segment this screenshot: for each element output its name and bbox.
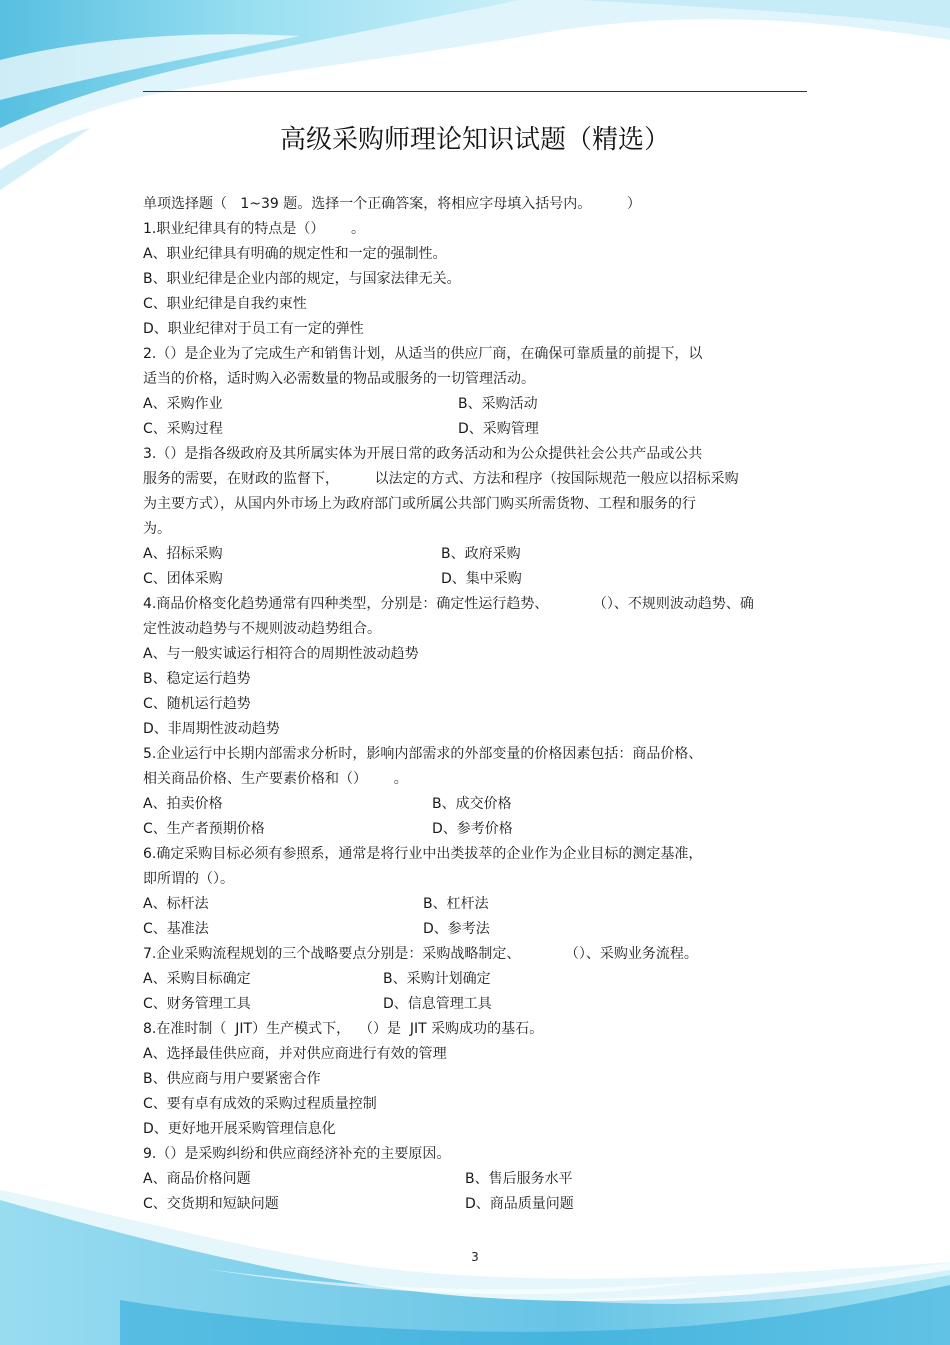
question-block <box>143 1143 803 1216</box>
option-item: B、稳定运行趋势 <box>143 671 251 687</box>
option-item: C、要有卓有成效的采购过程质量控制 <box>143 1096 377 1112</box>
option-item: D、职业纪律对于员工有一定的弹性 <box>143 321 364 337</box>
option-row <box>143 1168 803 1191</box>
question-block <box>143 943 803 1016</box>
section-intro: 单项选择题（ 1~39 题。选择一个正确答案，将相应字母填入括号内。 ） <box>143 196 641 212</box>
option-item: C、随机运行趋势 <box>143 696 251 712</box>
question-stem-line: 适当的价格，适时购入必需数量的物品或服务的一切管理活动。 <box>143 371 535 387</box>
question-content <box>143 193 803 1218</box>
question-stem-line: 1.职业纪律具有的特点是（） 。 <box>143 221 366 237</box>
question-stem-line: 定性波动趋势与不规则波动趋势组合。 <box>143 621 381 637</box>
question-block <box>143 843 803 941</box>
option-item: B、采购计划确定 <box>383 971 491 987</box>
option-item: B、供应商与用户要紧密合作 <box>143 1071 321 1087</box>
question-block <box>143 743 803 841</box>
question-stem-line: 6.确定采购目标必须有参照系，通常是将行业中出类拔萃的企业作为企业目标的测定基准， <box>143 846 703 862</box>
option-row <box>143 393 803 416</box>
option-item: A、拍卖价格 <box>143 796 223 812</box>
option-item: A、与一般实诚运行相符合的周期性波动趋势 <box>143 646 419 662</box>
page-number: 3 <box>471 1250 479 1264</box>
option-item: D、集中采购 <box>441 571 522 587</box>
option-item: A、标杆法 <box>143 896 209 912</box>
question-stem-line: 4.商品价格变化趋势通常有四种类型，分别是：确定性运行趋势、 （）、不规则波动趋势、确 <box>143 596 754 612</box>
option-item: B、职业纪律是企业内部的规定，与国家法律无关。 <box>143 271 461 287</box>
option-item: C、财务管理工具 <box>143 996 251 1012</box>
option-item: D、参考法 <box>423 921 490 937</box>
option-item: D、信息管理工具 <box>383 996 492 1012</box>
option-row <box>143 418 803 441</box>
question-stem-line: 7.企业采购流程规划的三个战略要点分别是：采购战略制定、 （）、采购业务流程。 <box>143 946 698 962</box>
option-item: D、非周期性波动趋势 <box>143 721 280 737</box>
question-list <box>143 218 803 1216</box>
option-item: B、杠杆法 <box>423 896 489 912</box>
question-stem-line: 相关商品价格、生产要素价格和（） 。 <box>143 771 408 787</box>
option-item: A、招标采购 <box>143 546 223 562</box>
option-row <box>143 993 803 1016</box>
option-item: C、职业纪律是自我约束性 <box>143 296 307 312</box>
option-item: C、团体采购 <box>143 571 223 587</box>
option-item: D、商品质量问题 <box>465 1196 574 1212</box>
option-item: C、交货期和短缺问题 <box>143 1196 279 1212</box>
question-block <box>143 1018 803 1141</box>
question-stem-line: 9.（）是采购纠纷和供应商经济补充的主要原因。 <box>143 1146 451 1162</box>
option-row <box>143 918 803 941</box>
option-item: A、采购目标确定 <box>143 971 251 987</box>
question-stem-line: 为主要方式），从国内外市场上为政府部门或所属公共部门购买所需货物、工程和服务的行 <box>143 496 696 512</box>
option-row <box>143 968 803 991</box>
question-block <box>143 218 803 341</box>
question-block <box>143 343 803 441</box>
option-item: A、商品价格问题 <box>143 1171 251 1187</box>
option-row <box>143 818 803 841</box>
option-item: A、选择最佳供应商，并对供应商进行有效的管理 <box>143 1046 447 1062</box>
question-block <box>143 593 803 741</box>
option-item: B、成交价格 <box>432 796 512 812</box>
question-stem-line: 即所谓的（）。 <box>143 871 234 887</box>
option-item: B、采购活动 <box>458 396 538 412</box>
option-item: D、更好地开展采购管理信息化 <box>143 1121 336 1137</box>
option-item: C、基准法 <box>143 921 209 937</box>
option-item: A、职业纪律具有明确的规定性和一定的强制性。 <box>143 246 447 262</box>
question-stem-line: 3.（）是指各级政府及其所属实体为开展日常的政务活动和为公众提供社会公共产品或公共 <box>143 446 703 462</box>
option-row <box>143 568 803 591</box>
option-item: D、参考价格 <box>432 821 513 837</box>
page-title: 高级采购师理论知识试题（精选） <box>279 125 670 155</box>
option-row <box>143 1193 803 1216</box>
option-row <box>143 893 803 916</box>
option-item: C、生产者预期价格 <box>143 821 265 837</box>
header-rule <box>143 91 807 92</box>
question-block <box>143 443 803 591</box>
option-item: B、售后服务水平 <box>465 1171 573 1187</box>
option-item: A、采购作业 <box>143 396 223 412</box>
question-stem-line: 服务的需要，在财政的监督下， 以法定的方式、方法和程序（按国际规范一般应以招标采购 <box>143 471 739 487</box>
option-row <box>143 793 803 816</box>
question-stem-line: 8.在准时制（ JIT）生产模式下， （）是 JIT 采购成功的基石。 <box>143 1021 544 1037</box>
question-stem-line: 为。 <box>143 521 171 537</box>
question-stem-line: 5.企业运行中长期内部需求分析时，影响内部需求的外部变量的价格因素包括：商品价格、 <box>143 746 703 762</box>
option-item: D、采购管理 <box>458 421 539 437</box>
option-item: B、政府采购 <box>441 546 521 562</box>
question-stem-line: 2.（）是企业为了完成生产和销售计划，从适当的供应厂商，在确保可靠质量的前提下，以 <box>143 346 703 362</box>
option-row <box>143 543 803 566</box>
option-item: C、采购过程 <box>143 421 223 437</box>
